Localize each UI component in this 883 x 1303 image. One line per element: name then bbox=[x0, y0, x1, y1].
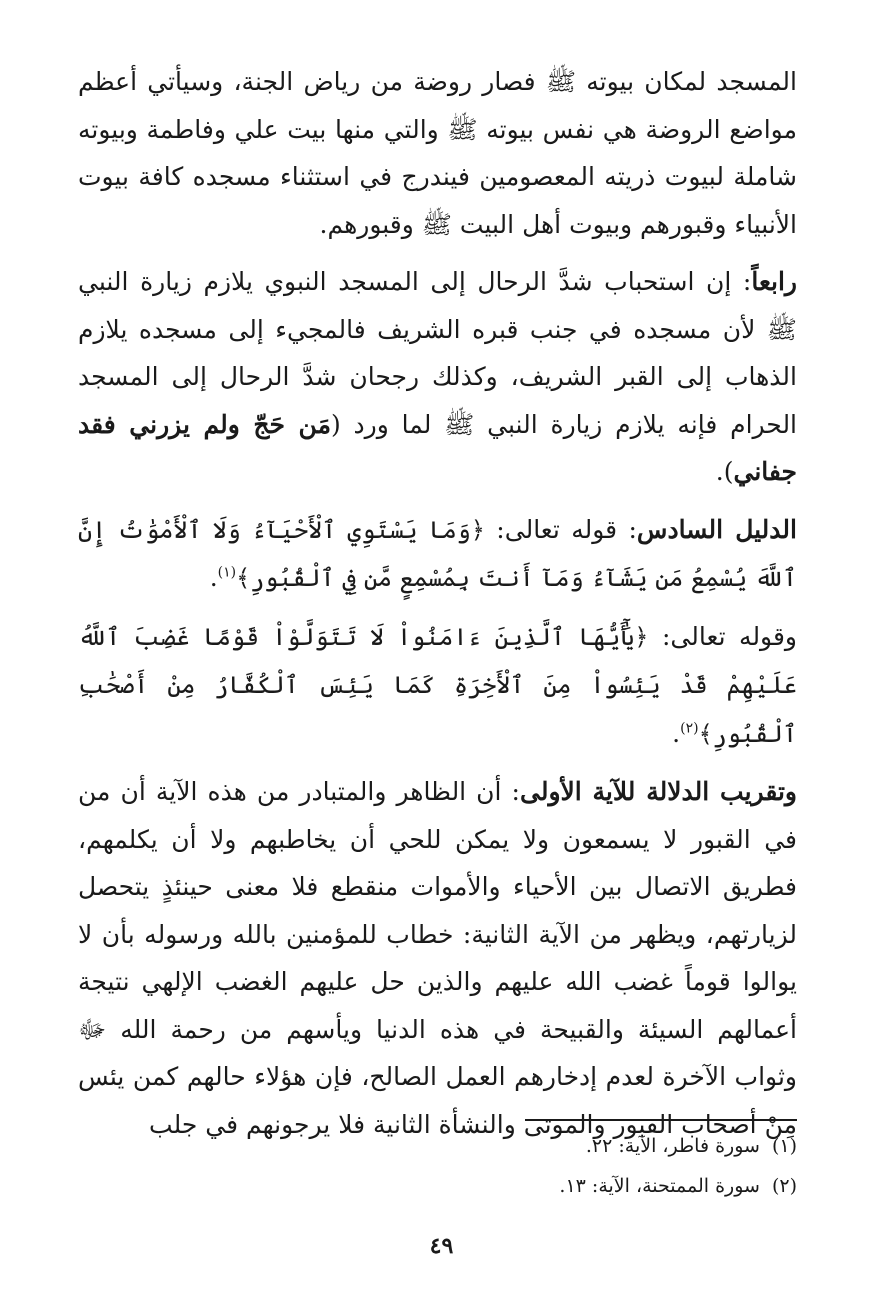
body-text bbox=[78, 58, 797, 1148]
footnote bbox=[78, 1126, 797, 1166]
text-segment: : إن استحباب شدَّ الرحال إلى المسجد النبوي يلازم زيارة النبي ﷺ لأن مسجده في جنب قبره الشريف فالمجيء إلى مسجده يلازم الذهاب إلى القبر الشريف، وكذلك رجحان شدَّ الرحال إلى المسجد الحرام فإنه يلازم زيارة النبي ﷺ لما ورد ( bbox=[78, 267, 798, 439]
text-segment: ). bbox=[715, 457, 734, 486]
paragraph bbox=[78, 768, 797, 1148]
text-segment: : أن الظاهر والمتبادر من هذه الآية أن من في القبور لا يسمعون ولا يمكن للحي أن يخاطبهم ولا أن يكلمهم، فطريق الاتصال بين الأحياء والأموات منقطع فلا معنى حينئذٍ يتحصل لزيارتهم، ويظهر من الآية الثانية: خطاب للمؤمنين بالله ورسوله بأن لا يوالوا قوماً غضب الله عليهم والذين حل عليهم الغضب الإلهي نتيجة أعمالهم السيئة والقبيحة في هذه الدنيا ويأسهم من رحمة الله ﷻ وثواب الآخرة لعدم إدخارهم العمل الصالح، فإن هؤلاء حالهم كمن يئس مِنْ أصحاب القبور والموتى والنشأة الثانية فلا يرجونهم في جلب bbox=[78, 777, 797, 1139]
quran-verse: ﴿يَٰٓأَيُّهَا ٱلَّذِينَ ءَامَنُواْ لَا تَتَوَلَّوْاْ قَوْمًا غَضِبَ ٱللَّهُ عَلَيْهِمْ قَدْ يَئِسُواْ مِنَ ٱلْأَخِرَةِ كَمَا يَئِسَ ٱلْكُفَّارُ مِنْ أَصْحَٰبِ ٱلْقُبُورِ﴾ bbox=[78, 622, 797, 748]
footnote-ref: (٢) bbox=[680, 720, 699, 737]
text-segment: وقوله تعالى: bbox=[648, 621, 797, 651]
bold-heading: مَن حَجّ ولم يزرني فقد جفاني bbox=[78, 409, 797, 486]
paragraph bbox=[78, 506, 797, 603]
text-segment: . bbox=[672, 718, 681, 748]
footnote bbox=[78, 1166, 797, 1206]
paragraph bbox=[78, 58, 797, 248]
paragraph bbox=[78, 258, 797, 496]
footnote-number: (٢) bbox=[771, 1175, 797, 1197]
paragraph bbox=[78, 613, 797, 759]
text-segment: المسجد لمكان بيوته ﷺ فصار روضة من رياض الجنة، وسيأتي أعظم مواضع الروضة هي نفس بيوته ﷺ والتي منها بيت علي وفاطمة وبيوته شاملة لبيوت ذريته المعصومين فيندرج في استثناء مسجده كافة بيوت الأنبياء وقبورهم وبيوت أهل البيت ﷺ وقبورهم. bbox=[78, 67, 797, 239]
footnote-number: (١) bbox=[771, 1135, 797, 1157]
text-segment: . bbox=[209, 563, 218, 592]
footnotes bbox=[78, 1126, 797, 1206]
bold-heading: الدليل السادس bbox=[636, 514, 797, 544]
footnote-separator bbox=[525, 1119, 797, 1121]
bold-heading: وتقريب الدلالة للآية الأولى bbox=[519, 777, 797, 806]
page-number: ٤٩ bbox=[429, 1233, 454, 1259]
footnote-text: سورة فاطر، الآية: ٢٢. bbox=[585, 1135, 760, 1157]
bold-heading: رابعاً bbox=[751, 267, 797, 296]
quran-verse: ﴿وَمَا يَسْتَوِي ٱلْأَحْيَآءُ وَلَا ٱلْأَمْوَٰتُ إِنَّ ٱللَّهَ يُسْمِعُ مَن يَشَآءُ وَمَآ أَنتَ بِمُسْمِعٍ مَّن فِي ٱلْقُبُورِ﴾ bbox=[78, 515, 797, 592]
footnote-ref: (١) bbox=[217, 564, 237, 581]
footnote-text: سورة الممتحنة، الآية: ١٣. bbox=[559, 1175, 760, 1197]
text-segment: : قوله تعالى: bbox=[484, 514, 637, 544]
